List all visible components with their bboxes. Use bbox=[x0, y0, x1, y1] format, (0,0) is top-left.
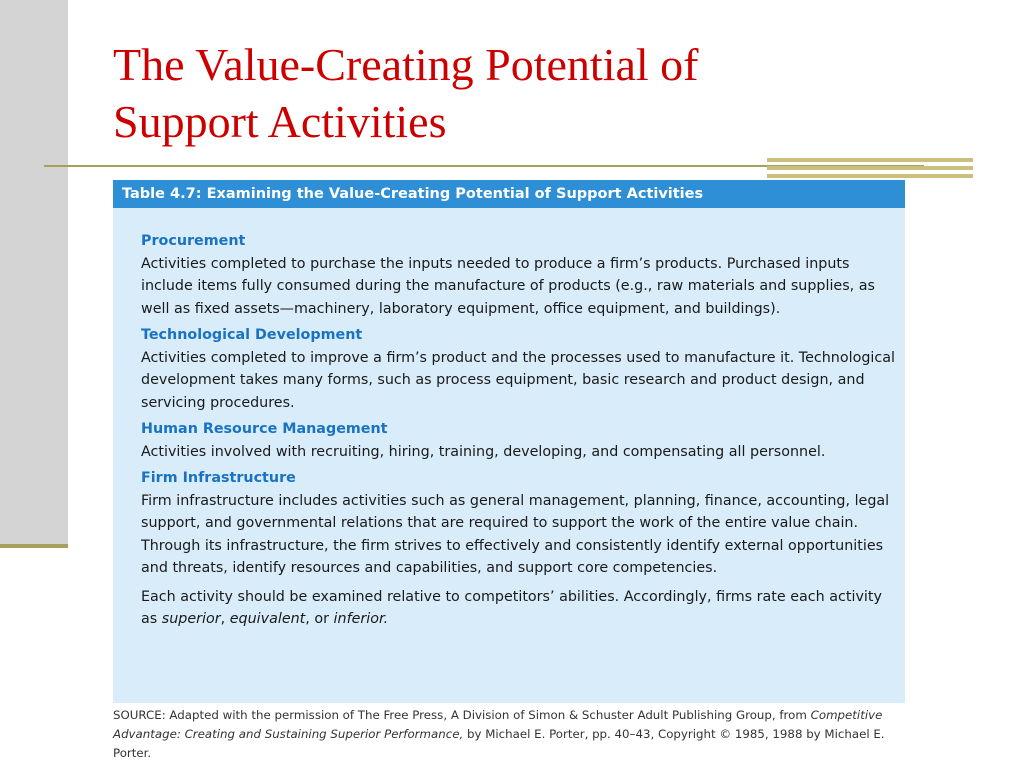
section-heading: Human Resource Management bbox=[141, 421, 388, 437]
source-text-end: by Michael E. Porter, pp. 40–43, Copyright © 1985, 1988 by Michael E. Porter. bbox=[113, 727, 885, 760]
source-note bbox=[113, 706, 913, 763]
source-book-title: Competitive Advantage: Creating and Sustaining Superior Performance, bbox=[113, 708, 883, 741]
slide-title-line-2: Support Activities bbox=[113, 96, 447, 147]
section-text: Firm infrastructure includes activities such as general management, planning, finance, accounting, legal support, and governmental relations that are required to support the work of the entire value chain. Through its infrastructure, the firm strives to effectively and consistently identify external opportunities and threats, identify resources and capabilities, and support core competencies. bbox=[141, 492, 890, 576]
left-panel-rule bbox=[0, 544, 68, 548]
table-body bbox=[141, 230, 897, 631]
accent-bar bbox=[767, 174, 973, 178]
rating-superior: superior bbox=[161, 611, 221, 627]
section-firm-infrastructure bbox=[141, 467, 897, 580]
table-header: Table 4.7: Examining the Value-Creating Potential of Support Activities bbox=[113, 180, 905, 208]
accent-bar bbox=[767, 158, 973, 162]
section-text: Activities involved with recruiting, hiring, training, developing, and compensating all personnel. bbox=[141, 443, 826, 460]
section-heading: Technological Development bbox=[141, 327, 363, 343]
closing-separator: , or bbox=[305, 611, 334, 627]
source-text: SOURCE: Adapted with the permission of The Free Press, A Division of Simon & Schuster Adult Publishing Group, from bbox=[113, 708, 811, 722]
accent-bar bbox=[767, 166, 973, 170]
section-procurement bbox=[141, 230, 897, 320]
slide-title bbox=[113, 36, 993, 150]
table-card bbox=[113, 180, 905, 703]
section-heading: Firm Infrastructure bbox=[141, 470, 296, 486]
section-human-resource-management bbox=[141, 418, 897, 463]
slide-title-line-1: The Value-Creating Potential of bbox=[113, 39, 699, 90]
rating-equivalent: equivalent bbox=[229, 611, 306, 627]
rating-inferior: inferior. bbox=[333, 611, 389, 627]
section-text: Activities completed to improve a firm’s product and the processes used to manufacture it. Technological development takes many forms, such as process equipment, basic research and product design, and servicing procedures. bbox=[141, 349, 895, 411]
closing-paragraph bbox=[141, 586, 897, 631]
closing-text: Each activity should be examined relative to competitors’ abilities. Accordingly, firms rate each activity as bbox=[141, 588, 882, 627]
section-heading: Procurement bbox=[141, 233, 246, 249]
left-side-panel bbox=[0, 0, 68, 546]
closing-separator: , bbox=[220, 611, 230, 627]
section-technological-development bbox=[141, 324, 897, 414]
section-text: Activities completed to purchase the inputs needed to produce a firm’s products. Purchased inputs include items fully consumed during the manufacture of products (e.g., raw materials and supplies, as well as fixed assets—machinery, laboratory equipment, office equipment, and buildings). bbox=[141, 255, 875, 317]
